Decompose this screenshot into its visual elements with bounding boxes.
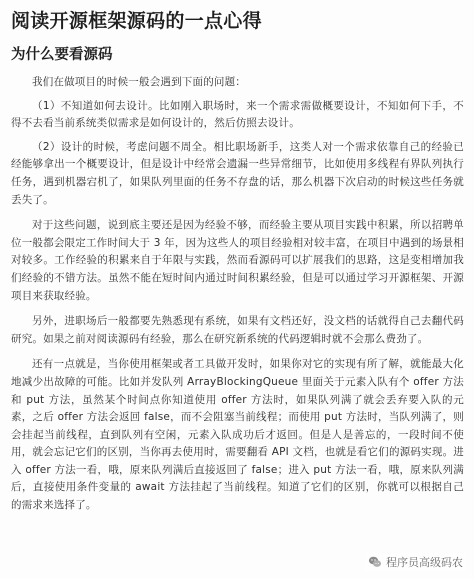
paragraph-existing-system: 另外，进职场后一般都要先熟悉现有系统，如果有文档还好，没文档的话就得自己去翻代码研究。如果之前对阅读源码有经验，那么在研究新系统的代码逻辑时就不会那么费劲了。 [11, 315, 464, 345]
paragraph-intro: 我们在做项目的时候一般会遇到下面的问题： [32, 76, 246, 88]
paragraph-point-2: （2）设计的时候，考虑问题不周全。相比职场新手，这类人对一个需求依靠自己的经验已经能够拿出一个概要设计，但是设计中经常会遗漏一些异常细节，比如使用多线程有界队列执行任务，遇到机器宕机了，如果队列里面的任务不存盘的话，那么机器下次启动的时候这些任务就丢失了。 [11, 140, 464, 206]
paragraph-point-1: （1）不知道如何去设计。比如刚入职场时，来一个需求需做概要设计，不知如何下手，不得不去看当前系统类似需求是如何设计的，然后仿照去设计。 [11, 99, 464, 130]
section-heading: 为什么要看源码 [11, 47, 113, 63]
paragraph-experience: 对于这些问题，说到底主要还是因为经验不够，而经验主要从项目实践中积累，所以招聘单位一般都会限定工作时间大于 3 年，因为这些人的项目经验相对较丰富，在项目中遇到的场景相对较多。工作经验的积累来自于年限与实践，然而看源码可以扩展我们的思路，这是变相增加我们经验的不错方法。虽然不能在短时间内通过时间积累经验，但是可以通过学习开源框架、开源项目来获取经验。 [11, 219, 464, 302]
watermark-text: 程序员高级码农 [386, 556, 463, 569]
wechat-icon [368, 555, 382, 569]
page-title: 阅读开源框架源码的一点心得 [11, 10, 262, 32]
watermark [365, 553, 466, 571]
paragraph-framework-usage: 还有一点就是，当你使用框架或者工具做开发时，如果你对它的实现有所了解，就能最大化地减少出故障的可能。比如并发队列 ArrayBlockingQueue 里面关于元素入队有个 offer 方法和 put 方法，虽然某个时间点你知道使用 offer 方法时，如果队列满了就会丢弃要入队的元素，之后 offer 方法会返回 false，而不会阻塞当前线程；而使用 put 方法时，当队列满了，则会挂起当前线程，直到队列有空闲，元素入队成功后才返回。但是人是善忘的，一段时间不使用，就会忘记它们的区别，当你再去使用时，需要翻看 API 文档，也就是看它们的源码实现。进入 offer 方法一看，哦，原来队列满后直接返回了 false；进入 put 方法一看，哦，原来队列满后，直接使用条件变量的 await 方法挂起了当前线程。知道了它们的区别，你就可以根据自己的需求来选择了。 [11, 358, 464, 512]
